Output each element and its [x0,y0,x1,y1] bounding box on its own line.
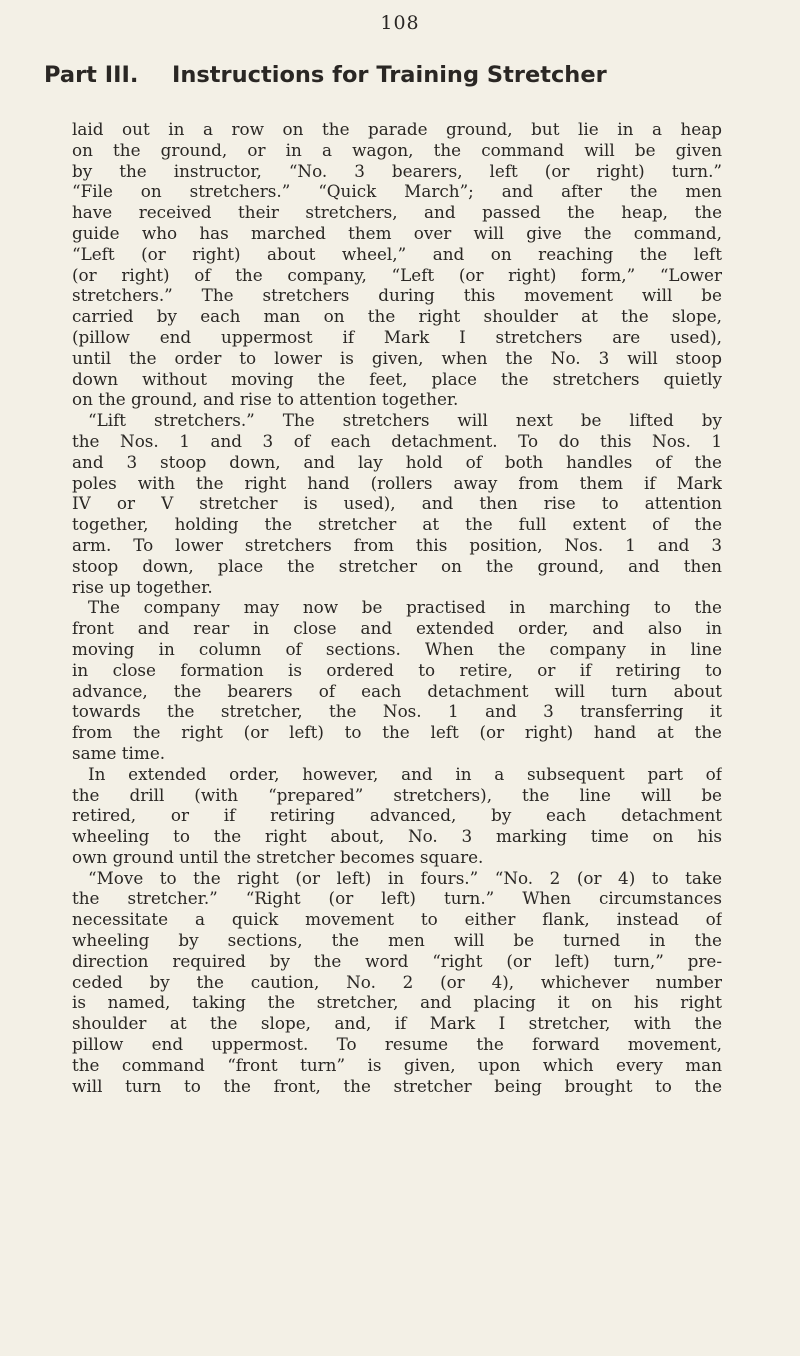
body-text [72,119,722,1096]
text-line: advance, the bearers of each detachment will turn about [72,680,722,701]
text-line: and 3 stoop down, and lay hold of both handles of the [72,451,722,472]
text-line: In extended order, however, and in a subsequent part of [88,763,722,784]
text-line: IV or V stretcher is used), and then rise to attention [72,493,722,514]
text-line: ceded by the caution, No. 2 (or 4), whichever number [72,971,722,992]
text-line: (pillow end uppermost if Mark I stretchers are used), [72,326,722,347]
text-line: retired, or if retiring advanced, by each detachment [72,805,722,826]
text-line: “Move to the right (or left) in fours.” “No. 2 (or 4) to take [88,867,722,888]
text-line: stoop down, place the stretcher on the ground, and then [72,555,722,576]
text-line: shoulder at the slope, and, if Mark I stretcher, with the [72,1013,722,1034]
text-line: by the instructor, “No. 3 bearers, left (or right) turn.” [72,160,722,181]
text-line: “Left (or right) about wheel,” and on reaching the left [72,243,722,264]
text-line: stretchers.” The stretchers during this movement will be [72,285,722,306]
text-line: in close formation is ordered to retire, or if retiring to [72,659,722,680]
text-line: own ground until the stretcher becomes square. [72,846,484,867]
text-line: from the right (or left) to the left (or right) hand at the [72,722,722,743]
text-line: direction required by the word “right (or left) turn,” pre- [72,950,722,971]
text-line: “Lift stretchers.” The stretchers will next be lifted by [88,410,722,431]
text-line: towards the stretcher, the Nos. 1 and 3 transferring it [72,701,722,722]
text-line: front and rear in close and extended order, and also in [72,618,722,639]
page-header [44,62,756,88]
text-line: The company may now be practised in marching to the [88,597,722,618]
text-line: have received their stretchers, and passed the heap, the [72,202,722,223]
text-line: pillow end uppermost. To resume the forward movement, [72,1034,722,1055]
text-line: same time. [72,742,166,763]
text-line: together, holding the stretcher at the full extent of the [72,514,722,535]
text-line: the stretcher.” “Right (or left) turn.” When circumstances [72,888,722,909]
text-line: poles with the right hand (rollers away from them if Mark [72,472,722,493]
text-line: the Nos. 1 and 3 of each detachment. To do this Nos. 1 [72,430,722,451]
text-line: “File on stretchers.” “Quick March”; and after the men [72,181,722,202]
page-number: 108 [380,12,420,34]
text-line: on the ground, or in a wagon, the command will be given [72,139,722,160]
text-line: (or right) of the company, “Left (or right) form,” “Lower [72,264,722,285]
chapter-title: Instructions for Training Stretcher [172,62,607,88]
text-line: the command “front turn” is given, upon which every man [72,1054,722,1075]
text-line: on the ground, and rise to attention together. [72,389,459,410]
text-line: moving in column of sections. When the company in line [72,638,722,659]
text-line: carried by each man on the right shoulder at the slope, [72,306,722,327]
text-line: laid out in a row on the parade ground, but lie in a heap [72,119,722,139]
text-line: guide who has marched them over will give the command, [72,222,722,243]
text-line: wheeling by sections, the men will be turned in the [72,930,722,951]
text-line: is named, taking the stretcher, and placing it on his right [72,992,722,1013]
text-line: wheeling to the right about, No. 3 marking time on his [72,826,722,847]
text-line: until the order to lower is given, when the No. 3 will stoop [72,347,722,368]
text-line: down without moving the feet, place the stretchers quietly [72,368,722,389]
text-line: arm. To lower stretchers from this position, Nos. 1 and 3 [72,534,722,555]
part-label: Part III. [44,62,139,88]
text-line: necessitate a quick movement to either flank, instead of [72,909,722,930]
text-line: the drill (with “prepared” stretchers), the line will be [72,784,722,805]
text-line: rise up together. [72,576,213,597]
text-line: will turn to the front, the stretcher being brought to the [72,1075,722,1096]
